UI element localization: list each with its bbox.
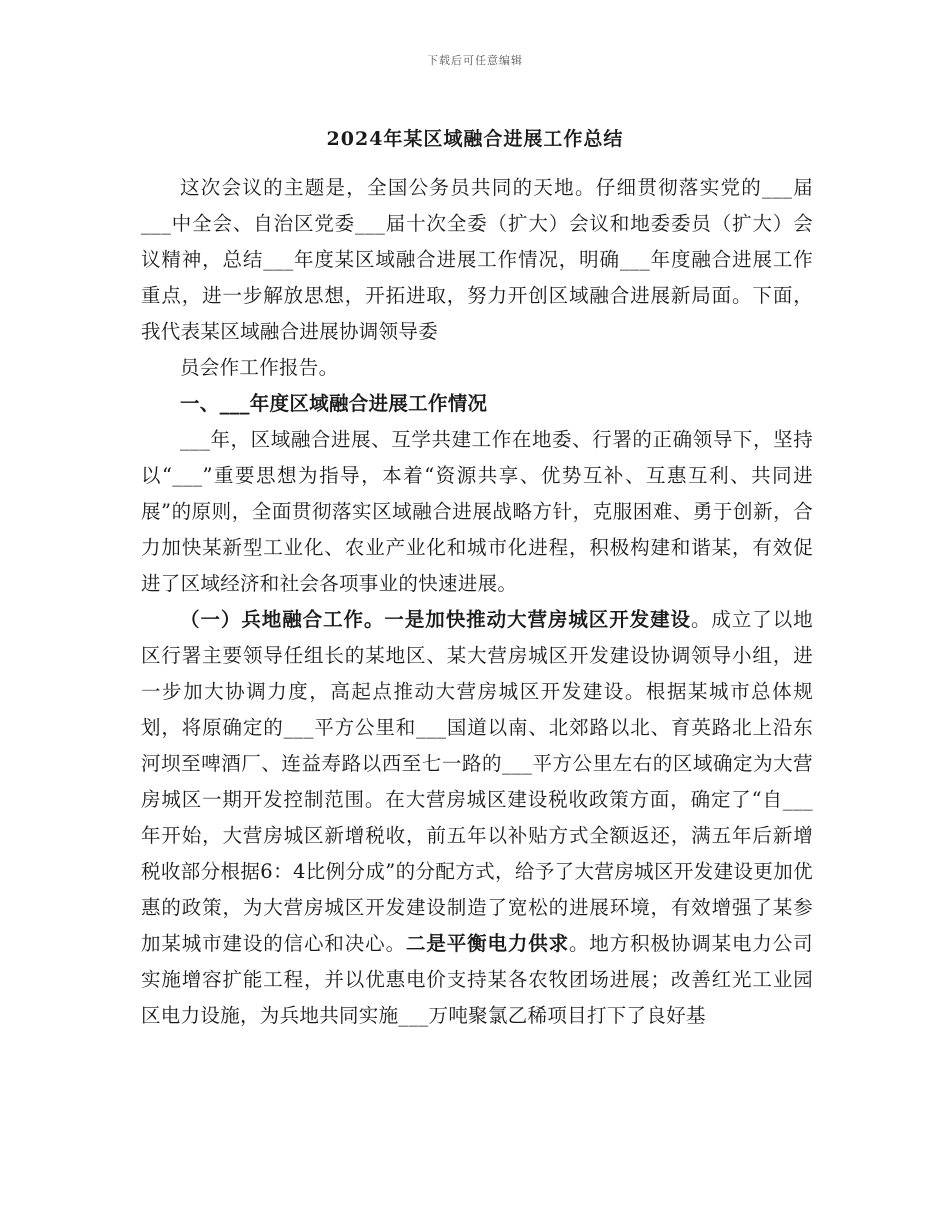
document-body — [141, 170, 813, 1034]
document-title: 2024年某区域融合进展工作总结 — [326, 128, 624, 150]
bold-lead-2: 二是平衡电力供求 — [405, 932, 569, 955]
paragraph-text-1: 。成立了以地区行署主要领导任组长的某地区、某大营房城区开发建设协调领导小组，进一步加大协调力度，高起点推动大营房城区开发建设。根据某城市总体规划，将原确定的___平方公里和___国道以南、北郊路以北、育英路北上沿东河坝至啤酒厂、连益寿路以西至七一路的___平方公里左右的区域确定为大营房城区一期开发控制范围。在大营房城区建设税收政策方面，确定了“自___年开始，大营房城区新增税收，前五年以补贴方式全额返还，满五年后新增税收部分根据6：4比例分成”的分配方式，给予了大营房城区开发建设更加优惠的政策，为大营房城区开发建设制造了宽松的进展环境，有效增强了某参加某城市建设的信心和决心。 — [141, 608, 813, 955]
paragraph-intro: 这次会议的主题是，全国公务员共同的天地。仔细贯彻落实党的___届___中全会、自治区党委___届十次全委（扩大）会议和地委委员（扩大）会议精神，总结___年度某区域融合进展工作情况，明确___年度融合进展工作重点，进一步解放思想，开拓进取，努力开创区域融合进展新局面。下面，我代表某区域融合进展协调领导委 — [141, 176, 813, 343]
bold-lead-1: （一）兵地融合工作。一是加快推动大营房城区开发建设 — [180, 608, 691, 631]
paragraph-overview: ___年，区域融合进展、互学共建工作在地委、行署的正确领导下，坚持以“___”重要思想为指导，本着“资源共享、优势互补、互惠互利、共同进展”的原则，全面贯彻落实区域融合进展战略方针，克服困难、勇于创新，合力加快某新型工业化、农业产业化和城市化进程，积极构建和谐某，有效促进了区域经济和社会各项事业的快速进展。 — [141, 428, 813, 595]
paragraph-intro-continued: 员会作工作报告。 — [180, 356, 339, 379]
paragraph-text-2: 。地方积极协调某电力公司实施增容扩能工程，并以优惠电价支持某各农牧团场进展；改善红光工业园区电力设施，为兵地共同实施___万吨聚氯乙稀项目打下了良好基 — [141, 932, 813, 1027]
paragraph-military-civil — [141, 602, 813, 1034]
page-header: 下载后可任意编辑 — [427, 54, 523, 67]
section-heading-1: 一、___年度区域融合进展工作情况 — [180, 392, 488, 415]
